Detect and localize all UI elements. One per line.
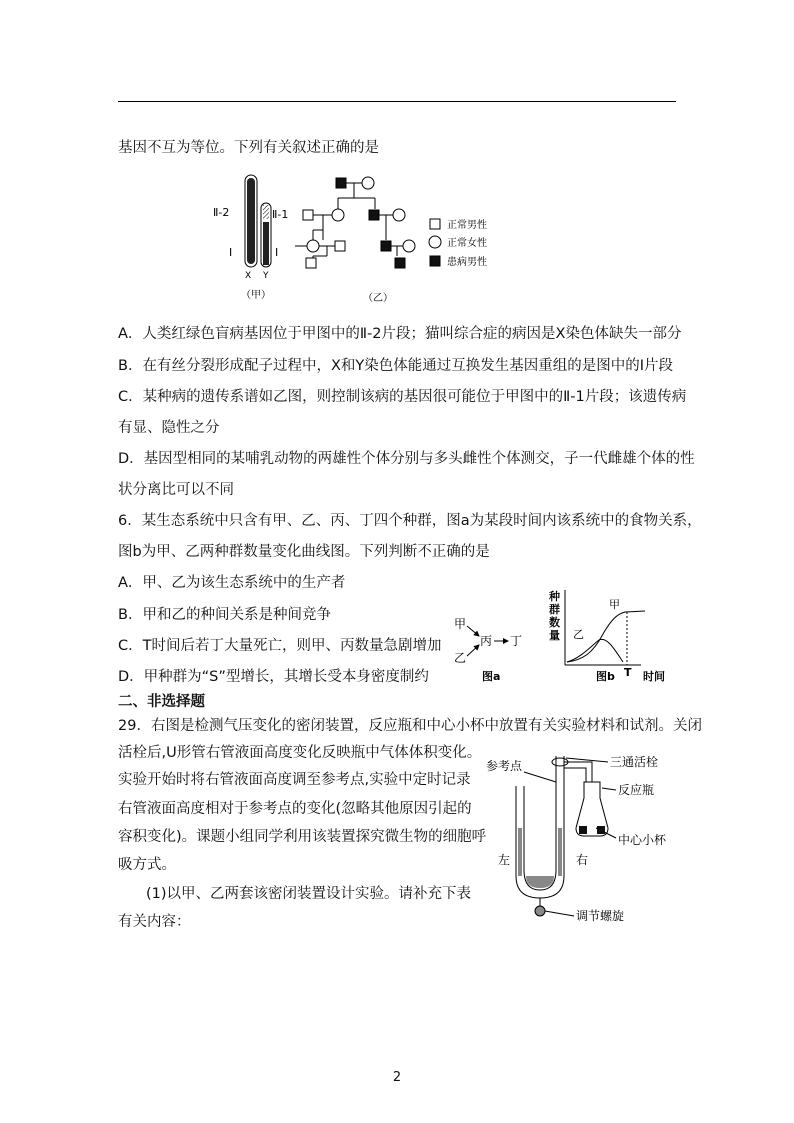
- pedigree-normal-male: [335, 241, 345, 251]
- option-6b: B．甲和乙的种间关系是种间竞争: [118, 607, 331, 623]
- option-6d: D．甲种群为“S”型增长，其增长受本身密度制约: [118, 669, 429, 685]
- option-5c-line2: 有显、隐性之分: [118, 420, 220, 436]
- option-5b: B．在有丝分裂形成配子过程中，X和Y染色体能通过互换发生基因重组的是图中的Ⅰ片段: [118, 358, 674, 374]
- option-6c: C．T时间后若丁大量死亡，则甲、丙数量急剧增加: [118, 638, 442, 654]
- label-adjust-screw: 调节螺旋: [576, 909, 625, 923]
- y-chromosome-fill: [263, 222, 269, 265]
- legend-normal-male-symbol: [430, 219, 440, 229]
- segment-label-i-right: Ⅰ: [275, 246, 279, 259]
- section-heading: 二、非选择题: [118, 694, 205, 710]
- pedigree-figure: [285, 172, 515, 307]
- question-6-line1: 6．某生态系统中只含有甲、乙、丙、丁四个种群，图a为某段时间内该系统中的食物关系，: [118, 513, 702, 529]
- pedigree-affected-male: [369, 210, 379, 220]
- y-chromosome-hatch: [263, 205, 269, 219]
- food-web-figure: [450, 612, 540, 686]
- question-29-line5: 容积变化)。课题小组同学利用该装置探究微生物的细胞呼: [118, 829, 487, 845]
- food-web-yi: 乙: [454, 651, 467, 665]
- y-axis-label-3: 数: [549, 616, 560, 629]
- figure-caption-a: 图a: [482, 670, 501, 683]
- legend-normal-female-symbol: [429, 236, 441, 248]
- option-6a: A．甲、乙为该生态系统中的生产者: [118, 575, 346, 591]
- figure-caption-b: 图b: [596, 670, 615, 683]
- y-axis-label-1: 种: [549, 590, 560, 603]
- question-29-line1: 29．右图是检测气压变化的密闭装置，反应瓶和中心小杯中放置有关实验材料和试剂。关闭: [118, 718, 702, 734]
- question-29-line2: 活栓后,U形管右管液面高度变化反映瓶中气体体积变化。: [118, 745, 482, 761]
- label-left: 左: [498, 853, 511, 867]
- pedigree-normal-female: [362, 177, 374, 189]
- question-29-line8: 有关内容：: [118, 914, 191, 930]
- label-reference-point: 参考点: [486, 759, 523, 773]
- question-29-line4: 右管液面高度相对于参考点的变化(忽略其他原因引起的: [118, 801, 472, 817]
- x-chromosome-fill: [247, 178, 255, 264]
- question-6-line2: 图b为甲、乙两种群数量变化曲线图。下列判断不正确的是: [118, 544, 490, 560]
- label-three-way-valve: 三通活栓: [610, 755, 659, 769]
- pedigree-normal-female: [332, 209, 344, 221]
- left-arm-liquid: [518, 828, 522, 876]
- page-number: 2: [392, 1070, 402, 1085]
- header-rule: [118, 101, 676, 102]
- segment-label-i-left: Ⅰ: [229, 246, 233, 259]
- option-5d-line1: D．基因型相同的某哺乳动物的两雄性个体分别与多头雌性个体测交，子一代雌雄个体的性: [118, 451, 695, 467]
- figure-caption-jia: （甲）: [241, 290, 271, 301]
- pedigree-affected-male: [395, 258, 405, 268]
- pedigree-normal-female: [307, 240, 319, 252]
- figure-caption-yi: （乙）: [363, 293, 393, 304]
- question-29-line3: 实验开始时将右管液面高度调至参考点,实验中定时记录: [118, 772, 471, 788]
- option-5c-line1: C．某种病的遗传系谱如乙图，则控制该病的基因很可能位于甲图中的Ⅱ-1片段；该遗传病: [118, 389, 687, 405]
- pedigree-affected-male: [336, 178, 346, 188]
- y-label: Y: [263, 271, 269, 281]
- u-tube-liquid: [526, 876, 554, 888]
- x-axis-label: 时间: [643, 670, 665, 683]
- label-center-cup: 中心小杯: [618, 833, 667, 847]
- legend-affected-male-symbol: [430, 256, 440, 266]
- cup-left-fill: [579, 826, 587, 834]
- legend-normal-male: 正常男性: [447, 220, 487, 231]
- label-right: 右: [576, 853, 589, 867]
- pedigree-normal-female: [403, 240, 415, 252]
- curve-yi: [567, 639, 623, 662]
- population-curve-figure: [543, 588, 673, 688]
- food-web-bing: 丙: [480, 634, 493, 648]
- legend-affected-male: 患病男性: [447, 257, 487, 268]
- chromosome-figure: [205, 170, 295, 305]
- y-axis-label-4: 量: [549, 629, 560, 642]
- t-label: T: [624, 666, 632, 679]
- x-label: X: [245, 271, 252, 281]
- question-29-line6: 吸方式。: [118, 857, 176, 873]
- label-reaction-flask: 反应瓶: [618, 783, 655, 797]
- food-web-ding: 丁: [510, 634, 523, 648]
- apparatus-figure: [484, 748, 674, 928]
- segment-label-ii1: Ⅱ-1: [272, 208, 289, 221]
- food-web-jia: 甲: [454, 617, 467, 631]
- cup-right-fill: [597, 826, 605, 834]
- right-arm-liquid: [558, 828, 562, 876]
- pedigree-normal-female: [393, 209, 405, 221]
- option-5a: A．人类红绿色盲病基因位于甲图中的Ⅱ-2片段；猫叫综合症的病因是X染色体缺失一部分: [118, 326, 682, 342]
- text-line: 基因不互为等位。下列有关叙述正确的是: [118, 140, 379, 156]
- pedigree-normal-male: [306, 258, 316, 268]
- y-axis-label-2: 群: [549, 603, 560, 616]
- pedigree-affected-male: [381, 241, 391, 251]
- segment-label-ii2: Ⅱ-2: [213, 206, 230, 219]
- curve-label-jia: 甲: [609, 598, 620, 611]
- question-29-line7: (1)以甲、乙两套该密闭装置设计实验。请补充下表: [146, 886, 472, 902]
- pedigree-normal-male: [303, 210, 313, 220]
- legend-normal-female: 正常女性: [447, 238, 487, 249]
- option-5d-line2: 状分离比可以不同: [118, 482, 234, 498]
- curve-label-yi: 乙: [573, 628, 584, 641]
